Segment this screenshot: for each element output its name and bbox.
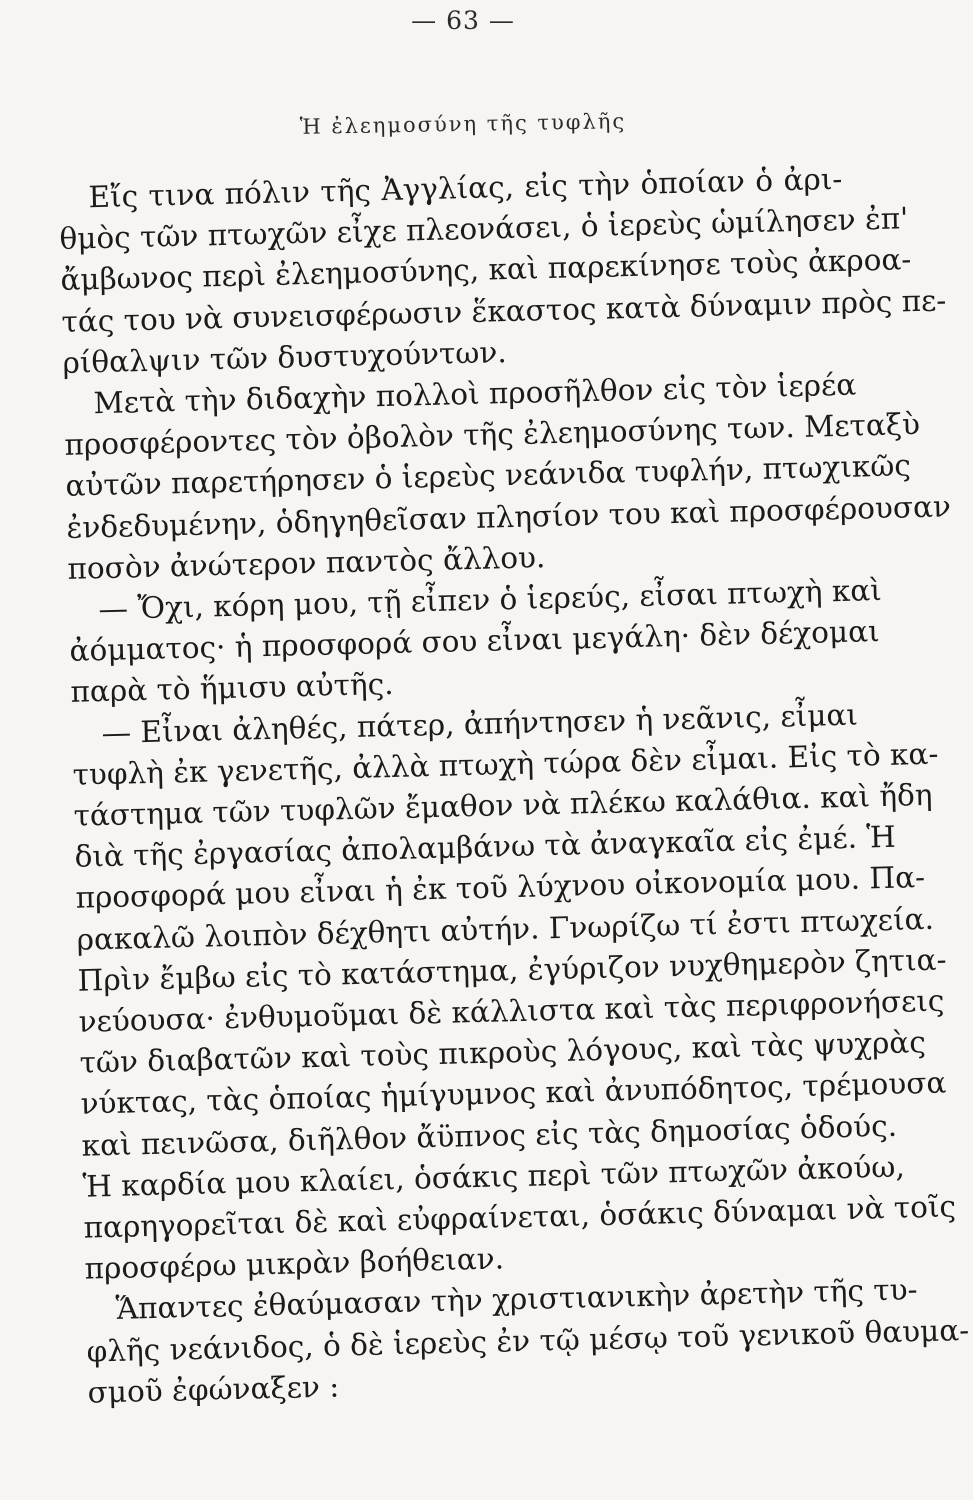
text-line: διὰ τῆς ἐργασίας ἀπολαμβάνω τὰ ἀναγκαῖα εἰς ἐμέ. Ἡ <box>74 819 897 875</box>
text-line: ἐνδεδυμένην, ὁδηγηθεῖσαν πλησίον του καὶ προσφέρουσαν <box>66 488 952 545</box>
text-line: προσφέρω μικρὰν βοήθειαν. <box>84 1241 505 1286</box>
text-line: — Εἶναι ἀληθές, πάτερ, ἀπήντησεν ἡ νεᾶνις, εἶμαι <box>101 697 859 750</box>
text-line: — Ὄχι, κόρη μου, τῇ εἶπεν ὁ ἱερεύς, εἶσαι πτωχὴ καὶ <box>98 573 883 627</box>
text-line: παρηγορεῖται δὲ καὶ εὐφραίνεται, ὁσάκις δύναμαι νὰ τοῖς <box>83 1189 957 1245</box>
paragraph <box>85 1271 970 1414</box>
text-line: Εἴς τινα πόλιν τῆς Ἀγγλίας, εἰς τὴν ὁποίαν ὁ ἀρι- <box>88 161 843 215</box>
text-line: νεύουσα· ἐνθυμοῦμαι δὲ κάλλιστα καὶ τὰς περιφρονήσεις <box>78 983 945 1039</box>
text-line: τυφλὴ ἐκ γενετῆς, ἀλλὰ πτωχὴ τώρα δὲν εἶμαι. Εἰς τὸ κα- <box>72 736 939 792</box>
text-line: Πρὶν ἔμβω εἰς τὸ κατάστημα, ἐγύριζον νυχθημερὸν ζητια- <box>77 942 947 998</box>
paragraph <box>71 694 957 1290</box>
text-line: τάς του νὰ συνεισφέρωσιν ἕκαστος κατὰ δύναμιν πρὸς πε- <box>61 282 947 339</box>
text-line: προσφορά μου εἶναι ἡ ἐκ τοῦ λύχνου οἰκονομία μου. Πα- <box>75 860 926 916</box>
text-line: φλῆς νεάνιδος, ὁ δὲ ἱερεὺς ἐν τῷ μέσῳ τοῦ γενικοῦ θαυμα- <box>86 1312 970 1369</box>
text-line: καὶ πεινῶσα, διῆλθον ἄϋπνος εἰς τὰς δημοσίας ὁδούς. <box>81 1108 898 1163</box>
text-line: τάστημα τῶν τυφλῶν ἔμαθον νὰ πλέκω καλάθια. καὶ ἤδη <box>73 777 933 833</box>
text-line: ἄμβωνος περὶ ἐλεημοσύνης, καὶ παρεκίνησε τοὺς ἀκροα- <box>60 242 912 298</box>
body-text <box>58 159 970 1414</box>
text-line: παρὰ τὸ ἥμισυ αὐτῆς. <box>70 667 394 710</box>
paragraph <box>58 159 947 384</box>
text-line: θμὸς τῶν πτωχῶν εἶχε πλεονάσει, ὁ ἱερεὺς ὡμίλησεν ἐπ' <box>59 201 909 257</box>
text-line: προσφέροντες τὸν ὀβολὸν τῆς ἐλεημοσύνης των. Μεταξὺ <box>64 407 921 463</box>
text-line: νύκτας, τὰς ὁποίας ἡμίγυμνος καὶ ἀνυπόδητος, τρέμουσα <box>80 1066 947 1122</box>
text-line: σμοῦ ἐφώναξεν : <box>87 1369 340 1410</box>
text-line: ρίθαλψιν τῶν δυστυχούντων. <box>62 334 508 380</box>
text-line: Μετὰ τὴν διδαχὴν πολλοὶ προσῆλθον εἰς τὸν ἱερέα <box>93 367 857 421</box>
text-line: αὐτῶν παρετήρησεν ὁ ἱερεὺς νεάνιδα τυφλήν, πτωχικῶς <box>65 448 912 504</box>
text-line: Ἅπαντες ἐθαύμασαν τὴν χριστιανικὴν ἀρετὴν τῆς τυ- <box>115 1272 918 1327</box>
text-line: Ἡ καρδία μου κλαίει, ὁσάκις περὶ τῶν πτωχῶν ἀκούω, <box>82 1149 906 1204</box>
paragraph <box>68 571 883 714</box>
text-line: ρακαλῶ λοιπὸν δέχθητι αὐτήν. Γνωρίζω τί ἐστι πτωχεία. <box>76 901 935 957</box>
text-line: ἀόμματος· ἡ προσφορά σου εἶναι μεγάλη· δὲν δέχομαι <box>69 614 881 669</box>
paragraph <box>63 365 952 590</box>
text-line: τῶν διαβατῶν καὶ τοὺς πικροὺς λόγους, καὶ τὰς ψυχρὰς <box>79 1025 927 1080</box>
page-number: — 63 — <box>411 6 515 35</box>
section-title: Ἡ ἐλεημοσύνη τῆς τυφλῆς <box>299 109 627 139</box>
text-line: ποσὸν ἀνώτερον παντὸς ἄλλου. <box>67 540 546 586</box>
